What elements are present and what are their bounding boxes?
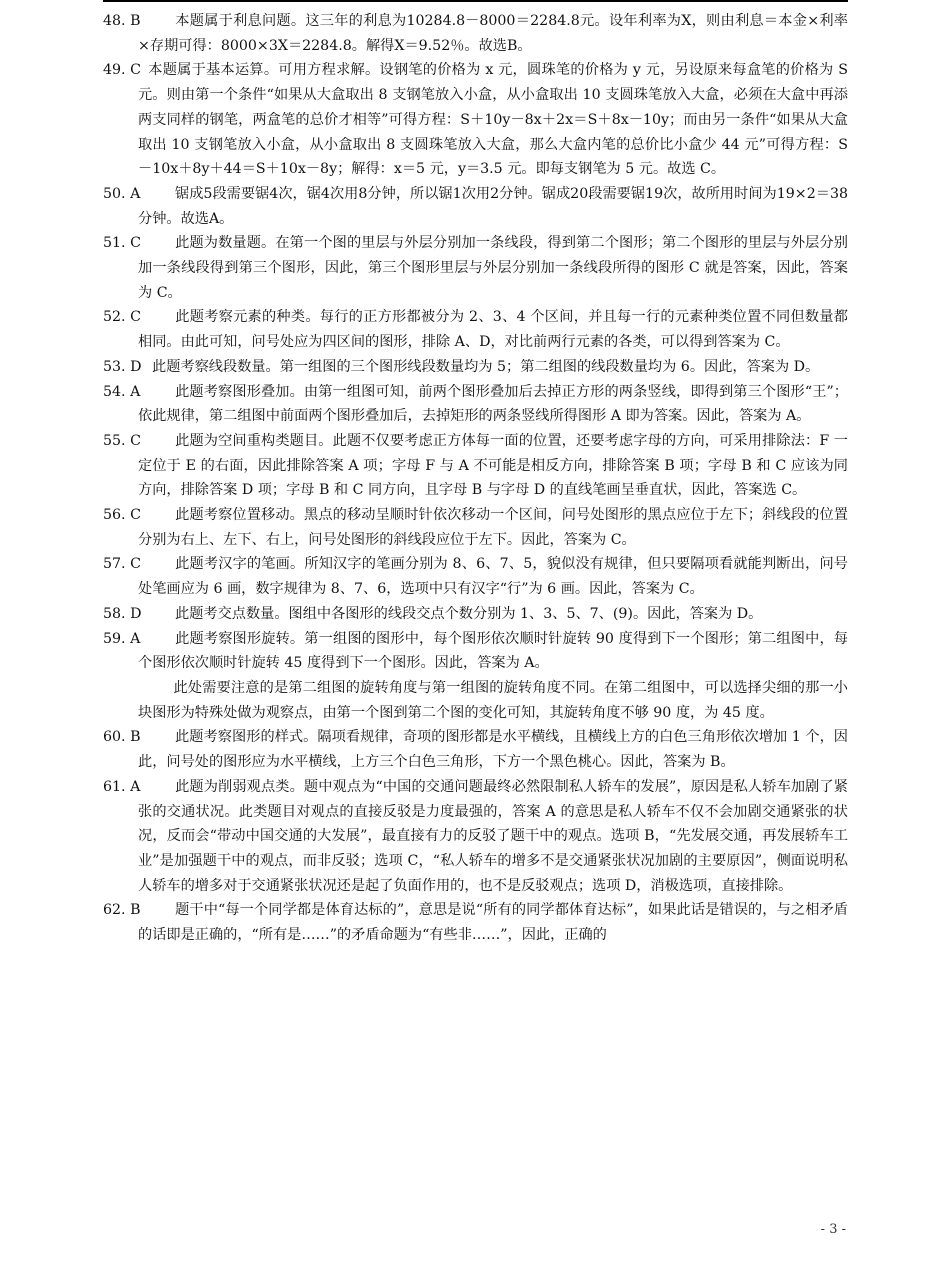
- entry-60: [103, 725, 848, 774]
- entry-56: [103, 503, 848, 552]
- entry-49: [103, 58, 848, 182]
- entry-48: [103, 9, 848, 58]
- question-number: 51. C: [103, 235, 141, 252]
- question-number: 62. B: [103, 902, 141, 919]
- explanation-text: 锯成5段需要锯4次，锯4次用8分钟，所以锯1次用2分钟。锯成20段需要锯19次，故所用时间为19×2＝38分钟。故选A。: [138, 185, 848, 227]
- explanation-text: 此题考察元素的种类。每行的正方形都被分为 2、3、4 个区间，并且每一行的元素种类位置不同但数量都相同。由此可知，问号处应为四区间的图形，排除 A、D，对比前两行元素的各类，可以得到答案为 C。: [138, 309, 848, 351]
- question-number: 52. C: [103, 309, 141, 326]
- explanation-text: 此题考察图形的样式。隔项看规律，奇项的图形都是水平横线，且横线上方的白色三角形依次增加 1 个，因此，问号处的图形应为水平横线，上方三个白色三角形，下方一个黑色桃心。因此，答案为 B。: [138, 729, 848, 771]
- entry-57: [103, 552, 848, 601]
- entry-61: [103, 775, 848, 899]
- entry-62: [103, 898, 848, 947]
- entry-50: [103, 182, 848, 231]
- answer-explanations: [103, 9, 848, 948]
- explanation-text: 此题为削弱观点类。题中观点为“中国的交通问题最终必然限制私人轿车的发展”，原因是私人轿车加剧了紧张的交通状况。此类题目对观点的直接反驳是力度最强的，答案 A 的意思是私人轿车不仅不会加剧交通紧张的状况，反而会“带动中国交通的大发展”，最直接有力的反驳了题干中的观点。选项 B，“先发展交通，再发展轿车工业”是加强题干中的观点，而非反驳；选项 C，“私人轿车的增多不是交通紧张状况加剧的主要原因”，侧面说明私人轿车的增多对于交通紧张状况还是起了负面作用的，也不是反驳观点；选项 D，消极选项，直接排除。: [138, 778, 848, 894]
- entry-55: [103, 429, 848, 503]
- entry-58: [103, 602, 848, 627]
- question-number: 49. C: [103, 62, 141, 79]
- question-number: 56. C: [103, 507, 141, 524]
- question-number: 50. A: [103, 185, 141, 202]
- explanation-text: 此题考交点数量。图组中各图形的线段交点个数分别为 1、3、5、7、(9)。因此，答案为 D。: [175, 605, 763, 622]
- entry-59: [103, 627, 848, 676]
- entry-52: [103, 305, 848, 354]
- question-number: 60. B: [103, 729, 141, 746]
- explanation-text: 本题属于基本运算。可用方程求解。设钢笔的价格为 x 元，圆珠笔的价格为 y 元，另设原来每盒笔的价格为 S 元。则由第一个条件“如果从大盒取出 8 支钢笔放入小盒，从小盒取出 10 支圆珠笔放入大盒，必须在大盒中再添两支同样的钢笔，两盒笔的总价才相等”可得方程：S＋10y－8x＋2x＝S＋8x－10y；而由另一条件“如果从大盒取出 10 支钢笔放入小盒，从小盒取出 8 支圆珠笔放入大盒，那么大盒内笔的总价比小盒少 44 元”可得方程：S－10x＋8y＋44＝S＋10x－8y；解得：x＝5 元，y＝3.5 元。即每支钢笔为 5 元。故选 C。: [138, 62, 848, 178]
- explanation-text: 题干中“每一个同学都是体育达标的”，意思是说“所有的同学都体育达标”，如果此话是错误的，与之相矛盾的话即是正确的，“所有是……”的矛盾命题为“有些非……”，因此，正确的: [138, 902, 848, 944]
- question-number: 58. D: [103, 605, 142, 622]
- question-number: 57. C: [103, 556, 141, 573]
- explanation-text: 此题为空间重构类题目。此题不仅要考虑正方体每一面的位置，还要考虑字母的方向，可采用排除法：F 一定位于 E 的右面，因此排除答案 A 项；字母 F 与 A 不可能是相反方向，排除答案 B 项；字母 B 和 C 应该为同方向，排除答案 D 项；字母 B 和 C 同方向，且字母 B 与字母 D 的直线笔画呈垂直状，因此，答案选 C。: [138, 432, 848, 499]
- explanation-text: 本题属于利息问题。这三年的利息为10284.8－8000＝2284.8元。设年利率为X，则由利息＝本金×利率×存期可得：8000×3X＝2284.8。解得X＝9.52％。故选B。: [138, 13, 848, 54]
- entry-51: [103, 231, 848, 305]
- explanation-text: 此题考察线段数量。第一组图的三个图形线段数量均为 5；第二组图的线段数量均为 6。因此，答案为 D。: [152, 358, 820, 375]
- entry-59-note: 此处需要注意的是第二组图的旋转角度与第一组图的旋转角度不同。在第二组图中，可以选择尖细的那一小块图形为特殊处做为观察点，由第一个图到第二个图的变化可知，其旋转角度不够 90 度，为 45 度。: [138, 679, 848, 721]
- explanation-text: 此题考察图形叠加。由第一组图可知，前两个图形叠加后去掉正方形的两条竖线，即得到第三个图形“王”；依此规律，第二组图中前面两个图形叠加后，去掉矩形的两条竖线所得图形 A 即为答案。因此，答案为 A。: [138, 383, 848, 425]
- entry-53: [103, 355, 848, 380]
- question-number: 59. A: [103, 630, 141, 647]
- explanation-text: 此题考察图形旋转。第一组图的图形中，每个图形依次顺时针旋转 90 度得到下一个图形；第二组图中，每个图形依次顺时针旋转 45 度得到下一个图形。因此，答案为 A。: [138, 630, 848, 672]
- explanation-text: 此题考察位置移动。黑点的移动呈顺时针依次移动一个区间，问号处图形的黑点应位于左下；斜线段的位置分别为右上、左下、右上，问号处图形的斜线段应位于左下。因此，答案为 C。: [138, 507, 848, 548]
- question-number: 53. D: [103, 358, 142, 375]
- top-rule: [103, 0, 848, 2]
- question-number: 54. A: [103, 383, 141, 400]
- question-number: 61. A: [103, 778, 141, 795]
- explanation-text: 此题考汉字的笔画。所知汉字的笔画分别为 8、6、7、5，貌似没有规律，但只要隔项看就能判断出，问号处笔画应为 6 画，数字规律为 8、7、6，选项中只有汉字“行”为 6 画。因此，答案为 C。: [138, 556, 848, 598]
- explanation-text: 此题为数量题。在第一个图的里层与外层分别加一条线段，得到第二个图形；第二个图形的里层与外层分别加一条线段得到第三个图形，因此，第三个图形里层与外层分别加一条线段所得的图形 C 就是答案，因此，答案为 C。: [138, 235, 848, 301]
- entry-54: [103, 380, 848, 429]
- question-number: 55. C: [103, 432, 141, 449]
- page-number: - 3 -: [820, 1222, 846, 1237]
- question-number: 48. B: [103, 13, 141, 29]
